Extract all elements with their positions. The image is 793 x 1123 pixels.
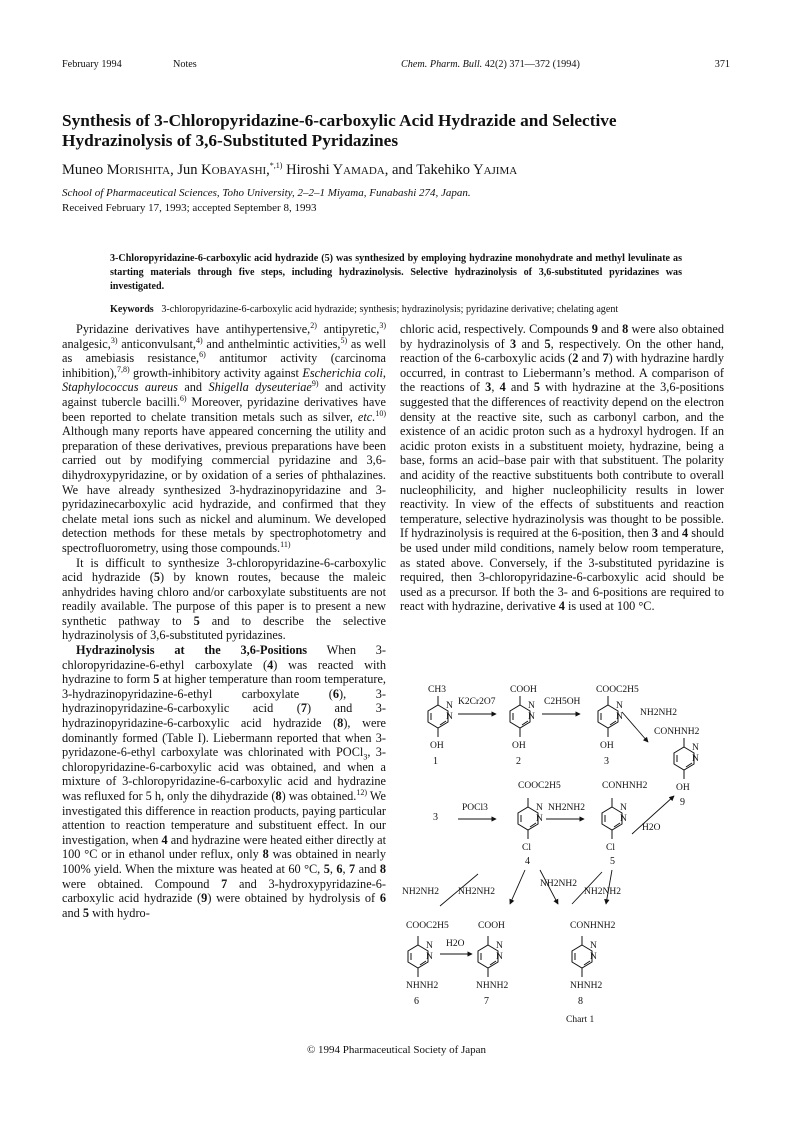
ring-n: N [446,712,453,722]
copyright-footer: © 1994 Pharmaceutical Society of Japan [306,1044,487,1056]
ring-n: N [496,952,503,962]
cl-label: Cl [522,843,531,853]
header-section: Notes [173,59,197,70]
ring-n: N [536,814,543,824]
journal-name: Chem. Pharm. Bull. [401,59,483,70]
ring-n: N [446,701,453,711]
compound-label-2: 2 [516,756,521,767]
nhnh2-label: NHNH2 [406,981,439,991]
oh-label: OH [512,741,526,751]
ring-n: N [536,803,543,813]
conhnh2-label: CONHNH2 [570,921,616,931]
pyridazine-ring [408,936,428,977]
scheme-caption: Chart 1 [566,1015,595,1025]
chart-1-scheme [400,684,730,1029]
nh2nh2-reagent: NH2NH2 [548,803,585,813]
pyridazine-ring [674,738,694,779]
pyridazine-ring [510,696,530,737]
ring-n: N [616,712,623,722]
paragraph: Pyridazine derivatives have antihypertensive,$^{2)}$ antipyretic,$^{3)}$ analgesic,$^{3)}$ anticonvulsant,$^{4)}$ and anthelmintic activities,$^{5)}$ as well as amebiasis resistance,$^{6)}$ antitumor activity (carcinoma inhibition),$^{7,8)}$ growth-inhibitory activity against Escherichia coli, Staphylococcus aureus and Shigella dyseuteriae$^{9)}$ and activity against tubercle bacilli.$^{6)}$ Moreover, pyridazine derivatives have been reported to chelate transition metals such as silver, etc.$^{10)}$ Although many reports have appeared concerning the utility and preparation of these derivatives, previous preparations have been carried out by modifying commercial pyridazine and 3,6-dihydroxypyridazine, or by oxidation of a series of phthalazines. We have already synthesized 3-hydrazinopyridazine and 3-pyridazinecarboxylic acid hydrazide, and confirmed that they chelate metal ions such as nickel and aluminum. We developed detection methods for these metals by spectrophotometry and spectrofluorometry, using those compounds.$^{11)}$ [62,320,386,555]
nh2nh2-reagent: NH2NH2 [540,879,577,889]
nh2nh2-reagent: NH2NH2 [402,887,439,897]
running-header [62,59,730,75]
cl-label: Cl [606,843,615,853]
received-dates: Received February 17, 1993; accepted September 8, 1993 [62,202,317,214]
conhnh2-label: CONHNH2 [602,781,648,791]
cooh-label: COOH [478,921,505,931]
pyridazine-ring [572,936,592,977]
ring-n: N [496,941,503,951]
oh-label: OH [600,741,614,751]
ring-n: N [590,941,597,951]
cooh-label: COOH [510,685,537,695]
ring-n: N [528,701,535,711]
journal-ref: 42(2) 371—372 (1994) [482,59,580,70]
oh-label: OH [676,783,690,793]
header-journal [401,59,580,70]
paragraph: Hydrazinolysis at the 3,6-Positions When 3-chloropyridazine-6-ethyl carboxylate (4) was reacted with hydrazine to form 5 at higher temperature than room temperature, 3-hydrazinopyridazine-6-ethyl carboxylate (6), 3-hydrazinopyridazine-6-carboxylic acid (7) and 3-hydrazinopyridazine-6-carboxylic acid hydrazide (8), were dominantly formed (Table I). Liebermann reported that when 3-pyridazone-6-ethyl carboxylate was chlorinated with POCl$_3$, 3-chloropyridazine-6-carboxylic acid was obtained, and when a mixture of 3-chloropyridazine-6-carboxylic acid and hydrazine was refluxed for 5 h, only the dihydrazide (8) was obtained.$^{12)}$ We investigated this difference in reaction products, paying particular attention to reaction temperature and substituent effect. In our investigation, when 4 and hydrazine were heated either directly at 100 °C or in ethanol under reflux, only 8 was obtained in nearly 100% yield. When the mixture was heated at 60 °C, 5, 6, 7 and 8 were obtained. Compound 7 and 3-hydroxypyridazine-6-carboxylic acid hydrazide (9) were obtained by hydrolysis of 6 and 5 with hydro- [62,643,387,920]
pyridazine-ring [478,936,498,977]
compound-label-3b: 3 [433,812,438,823]
compound-label-7: 7 [484,996,489,1007]
cooc2h5-label: COOC2H5 [596,685,639,695]
nhnh2-label: NHNH2 [570,981,603,991]
nh2nh2-reagent: NH2NH2 [584,887,621,897]
ring-n: N [616,701,623,711]
paragraph: chloric acid, respectively. Compounds 9 and 8 were also obtained by hydrazinolysis of 3 and 5, respectively. On the other hand, reaction of the 6-carboxylic acids (2 and 7) with hydrazine hardly occurred, in contrast to Liebermann’s method. A comparison of the reactions of 3, 4 and 5 with hydrazine at the 3,6-positions suggested that the differences of reactivity depend on the electron density at the reactive site, such as carbonyl carbon, and the existence of an acidic proton such as a hydroxyl hydrogen. If an acidic proton exists in a substituent moiety, hydrazine, being a base, forms an acid–base pair with that substituent. The polarity and acidity of the reactive substituents both contribute to overall nucleophilicity, and higher nucleophilicity results in lower reactivity. In view of the effects of substituents and reaction temperature, selective hydrazinolysis was thought to be possible. If hydrazinolysis is required at the 6-position, then 3 and 4 should be used under mild conditions, namely below room temperature, as stated above. Conversely, if the 3-substituted pyridazine is required, then 3-chloropyridazine-6-carboxylic acid should be used as a precursor. If both the 3- and 6-positions are required to react with hydrazine, derivative 4 is used at 100 °C. [400,322,725,614]
pyridazine-ring [518,798,538,839]
author-list: Muneo MORISHITA, Jun KOBAYASHI,$^{*,1)}$ Hiroshi YAMADA, and Takehiko YAJIMA [62,161,518,178]
ring-n: N [528,712,535,722]
conhnh2-label: CONHNH2 [654,727,700,737]
reaction-arrow [510,870,525,904]
page-number: 371 [714,59,730,70]
k2cr2o7-reagent: K2Cr2O7 [458,697,496,707]
compound-label-3: 3 [604,756,609,767]
ring-n: N [426,952,433,962]
body-column-right [400,322,724,614]
ring-n: N [692,743,699,753]
abstract: 3-Chloropyridazine-6-carboxylic acid hydrazide (5) was synthesized by employing hydrazine monohydrate and methyl levulinate as starting materials through five steps, including hydrazinolysis. Selective hydrazinolysis of 3,6-substituted pyridazines was investigated. [110,253,682,292]
section-heading: Hydrazinolysis at the 3,6-Positions [76,643,308,658]
nh2nh2-reagent: NH2NH2 [640,708,677,718]
pyridazine-ring [428,696,448,737]
h2o-reagent: H2O [446,939,465,949]
ring-n: N [590,952,597,962]
compound-label-4: 4 [525,856,530,867]
h2o-reagent: H2O [642,823,661,833]
compound-label-9: 9 [680,797,685,808]
affiliation: School of Pharmaceutical Sciences, Toho University, 2–2–1 Miyama, Funabashi 274, Japan. [62,187,471,199]
ring-n: N [692,754,699,764]
ring-n: N [620,814,627,824]
compound-label-1: 1 [433,756,438,767]
ch3-label: CH3 [428,685,446,695]
keywords-text: 3-chloropyridazine-6-carboxylic acid hydrazide; synthesis; hydrazinolysis; pyridazine derivative; chelating agent [161,304,619,315]
cooc2h5-label: COOC2H5 [406,921,449,931]
c2h5oh-reagent: C2H5OH [544,697,581,707]
cooc2h5-label: COOC2H5 [518,781,561,791]
keywords-label: Keywords [110,304,154,315]
pyridazine-ring [602,798,622,839]
body-column-left [62,322,386,920]
article-title: Synthesis of 3-Chloropyridazine-6-carboxylic Acid Hydrazide and Selective Hydrazinolysis of 3,6-Substituted Pyridazines [62,111,617,150]
pyridazine-ring [598,696,618,737]
keywords [110,303,682,317]
paragraph: It is difficult to synthesize 3-chloropyridazine-6-carboxylic acid hydrazide (5) by known routes, because the maleic anhydrides having chloro and/or carboxylate substituents are not readily available. The purpose of this paper is to present a new synthetic pathway to 5 and to describe the selective hydrazinolysis of 3,6-substituted pyridazines. [62,555,386,643]
pocl3-reagent: POCl3 [462,803,488,813]
nhnh2-label: NHNH2 [476,981,509,991]
oh-label: OH [430,741,444,751]
ring-n: N [426,941,433,951]
compound-label-8: 8 [578,996,583,1007]
nh2nh2-reagent: NH2NH2 [458,887,495,897]
compound-label-5: 5 [610,856,615,867]
ring-n: N [620,803,627,813]
reaction-scheme [400,684,730,1029]
compound-label-6: 6 [414,996,419,1007]
header-date: February 1994 [62,59,122,70]
